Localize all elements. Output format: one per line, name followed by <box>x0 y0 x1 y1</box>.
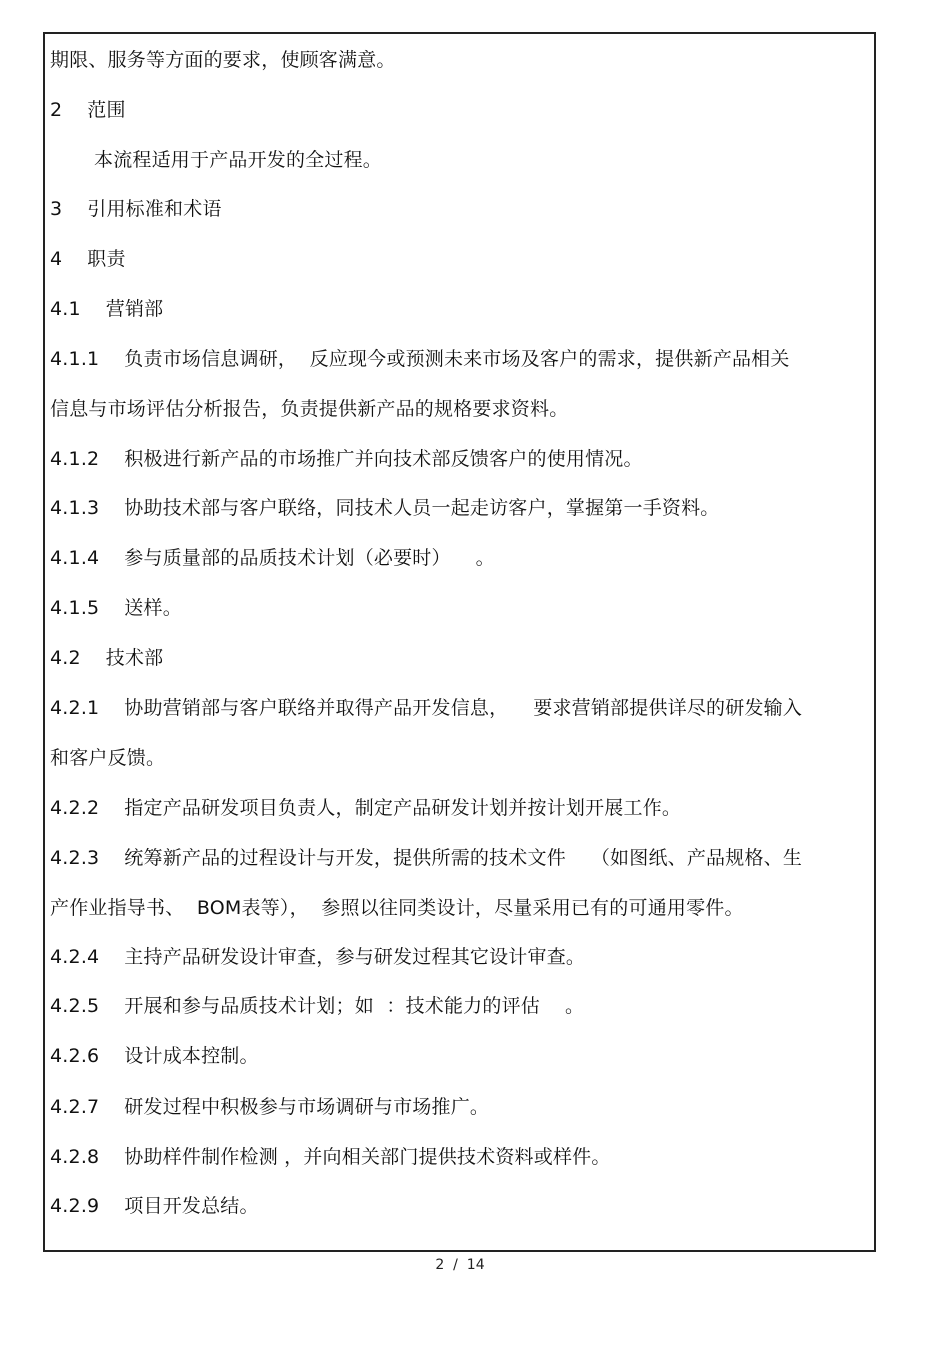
item-4-2-3: 4.2.3 统筹新产品的过程设计与开发，提供所需的技术文件 （如图纸、产品规格、生 <box>50 847 803 869</box>
item-4-2-1: 4.2.1 协助营销部与客户联络并取得产品开发信息， 要求营销部提供详尽的研发输入 <box>50 697 803 719</box>
section-heading-standards: 3 引用标准和术语 <box>50 198 222 220</box>
subsection-heading-marketing: 4.1 营销部 <box>50 298 164 320</box>
item-4-1-4: 4.1.4 参与质量部的品质技术计划（必要时） 。 <box>50 547 495 569</box>
item-4-2-9: 4.2.9 项目开发总结。 <box>50 1195 259 1217</box>
item-4-2-7: 4.2.7 研发过程中积极参与市场调研与市场推广。 <box>50 1096 490 1118</box>
item-4-1-1-cont: 信息与市场评估分析报告，负责提供新产品的规格要求资料。 <box>50 398 569 420</box>
text-line-1: 期限、服务等方面的要求，使顾客满意。 <box>50 49 396 71</box>
item-4-1-5: 4.1.5 送样。 <box>50 597 182 619</box>
text-line-scope-body: 本流程适用于产品开发的全过程。 <box>94 149 383 171</box>
item-4-2-1-cont: 和客户反馈。 <box>50 747 166 769</box>
subsection-heading-technical: 4.2 技术部 <box>50 647 164 669</box>
item-4-2-2: 4.2.2 指定产品研发项目负责人，制定产品研发计划并按计划开展工作。 <box>50 797 682 819</box>
page-indicator: 2 / 14 <box>435 1257 485 1273</box>
item-4-1-2: 4.1.2 积极进行新产品的市场推广并向技术部反馈客户的使用情况。 <box>50 448 643 470</box>
item-4-2-5: 4.2.5 开展和参与品质技术计划；如 ：技术能力的评估 。 <box>50 995 585 1017</box>
item-4-1-3: 4.1.3 协助技术部与客户联络，同技术人员一起走访客户，掌握第一手资料。 <box>50 497 720 519</box>
section-heading-responsibilities: 4 职责 <box>50 248 126 270</box>
section-heading-scope: 2 范围 <box>50 99 126 121</box>
item-4-1-1: 4.1.1 负责市场信息调研， 反应现今或预测未来市场及客户的需求，提供新产品相关 <box>50 348 790 370</box>
item-4-2-3-cont: 产作业指导书、 BOM表等）， 参照以往同类设计，尽量采用已有的可通用零件。 <box>50 897 744 919</box>
item-4-2-6: 4.2.6 设计成本控制。 <box>50 1045 259 1067</box>
item-4-2-8: 4.2.8 协助样件制作检测 ，并向相关部门提供技术资料或样件。 <box>50 1146 611 1168</box>
item-4-2-4: 4.2.4 主持产品研发设计审查，参与研发过程其它设计审查。 <box>50 946 586 968</box>
